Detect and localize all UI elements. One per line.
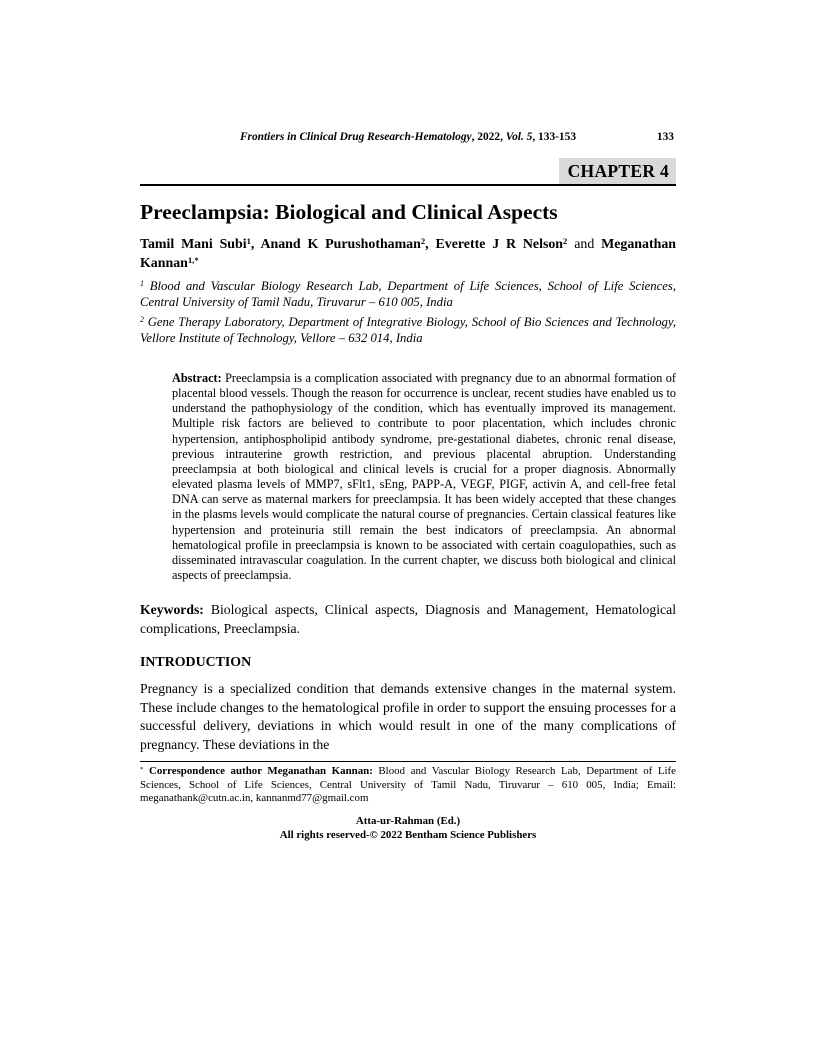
author-separator: , — [425, 237, 436, 252]
citation-volume: Vol. 5 — [505, 131, 533, 143]
abstract-label: Abstract: — [172, 371, 222, 385]
affiliation-marker: 1 — [140, 279, 144, 289]
author-separator: , — [250, 237, 261, 252]
affiliation-text: Blood and Vascular Biology Research Lab, Department of Life Sciences, School of Life Sciences, Central University of Tamil Nadu, Tiruvarur – 610 005, India — [140, 279, 676, 309]
section-heading-introduction: INTRODUCTION — [140, 655, 252, 671]
correspondence-footnote — [140, 761, 676, 806]
footnote-text: Blood and Vascular Biology Research Lab, Department of Life Sciences, School of Life Sciences, Central University of Tamil Nadu, Tiruvarur – 610 005, India; Email: meganathank@cutn.ac.in, kannanmd77@gmail.com — [140, 765, 676, 805]
citation-pages: , 133-153 — [532, 131, 577, 143]
author-affiliation-marker: 2 — [563, 236, 568, 247]
author-byline — [140, 236, 676, 273]
running-header — [140, 130, 676, 144]
editor-line: Atta-ur-Rahman (Ed.) — [355, 814, 461, 827]
keywords-label: Keywords: — [140, 602, 204, 618]
affiliation-marker: 2 — [140, 315, 144, 325]
publisher-footer — [140, 815, 676, 842]
author-affiliation-marker: 1,* — [187, 254, 199, 265]
footnote-label: Correspondence author Meganathan Kannan: — [143, 765, 373, 778]
abstract — [172, 371, 676, 583]
author-name: Anand K Purushothaman — [260, 237, 421, 252]
keywords — [140, 601, 676, 638]
footnote-marker: * — [140, 766, 144, 774]
journal-title: Frontiers in Clinical Drug Research-Hematology — [239, 131, 472, 143]
rights-line: All rights reserved-© 2022 Bentham Science Publishers — [279, 828, 537, 841]
author-name: Meganathan Kannan — [140, 237, 676, 271]
page-number: 133 — [656, 131, 674, 143]
affiliation — [140, 315, 676, 346]
abstract-text: Preeclampsia is a complication associated with pregnancy due to an abnormal formation of placental blood vessels. Though the reason for occurrence is unclear, recent studies have enabled us to understand the pathophysiology of the condition, which has eventually improved its management. Multiple risk factors are believed to contribute to poor placentation, which includes chronic hypertension, antiphospholipid antibody syndrome, pre-gestational diabetes, chronic renal disease, previous intrauterine growth restriction, and previous placental abruption. Understanding preeclampsia at both biological and clinical levels is crucial for a proper diagnosis. Abnormally elevated plasma levels of MMP7, sFlt1, sEng, PAPP-A, VEGF, PIGF, activin A, and cell-free fetal DNA can serve as maternal markers for preeclampsia. It has been widely accepted that these changes in the plasms levels would complicate the natural course of pregnancies. Certain classical features like hypertension and proteinuria still remain the best indicators of preeclampsia. An abnormal hematological profile in preeclampsia is known to be associated with certain coagulopathies, such as disseminated intravascular coagulation. In the current chapter, we discuss both biological and clinical aspects of preeclampsia. — [172, 371, 676, 583]
affiliation-text: Gene Therapy Laboratory, Department of Integrative Biology, School of Bio Sciences and Technology, Vellore Institute of Technology, Vellore – 632 014, India — [140, 315, 676, 345]
chapter-badge: CHAPTER 4 — [559, 158, 676, 184]
chapter-rule — [140, 158, 676, 186]
author-name: Everette J R Nelson — [435, 237, 564, 252]
author-affiliation-marker: 1 — [246, 236, 251, 247]
keywords-text: Biological aspects, Clinical aspects, Diagnosis and Management, Hematological complications, Preeclampsia. — [140, 602, 676, 636]
introduction-paragraph: Pregnancy is a specialized condition that demands extensive changes in the maternal system. These include changes to the hematological profile in order to support the ensuing processes for a successful delivery, deviations in which would result in one of the many complications of pregnancy. These deviations in the — [140, 681, 676, 752]
citation-year: , 2022, — [471, 131, 506, 143]
author-name: Tamil Mani Subi — [140, 237, 247, 252]
page-title: Preeclampsia: Biological and Clinical Aspects — [140, 200, 558, 224]
author-conjunction: and — [567, 237, 602, 252]
affiliation — [140, 279, 676, 310]
author-affiliation-marker: 2 — [420, 236, 426, 247]
